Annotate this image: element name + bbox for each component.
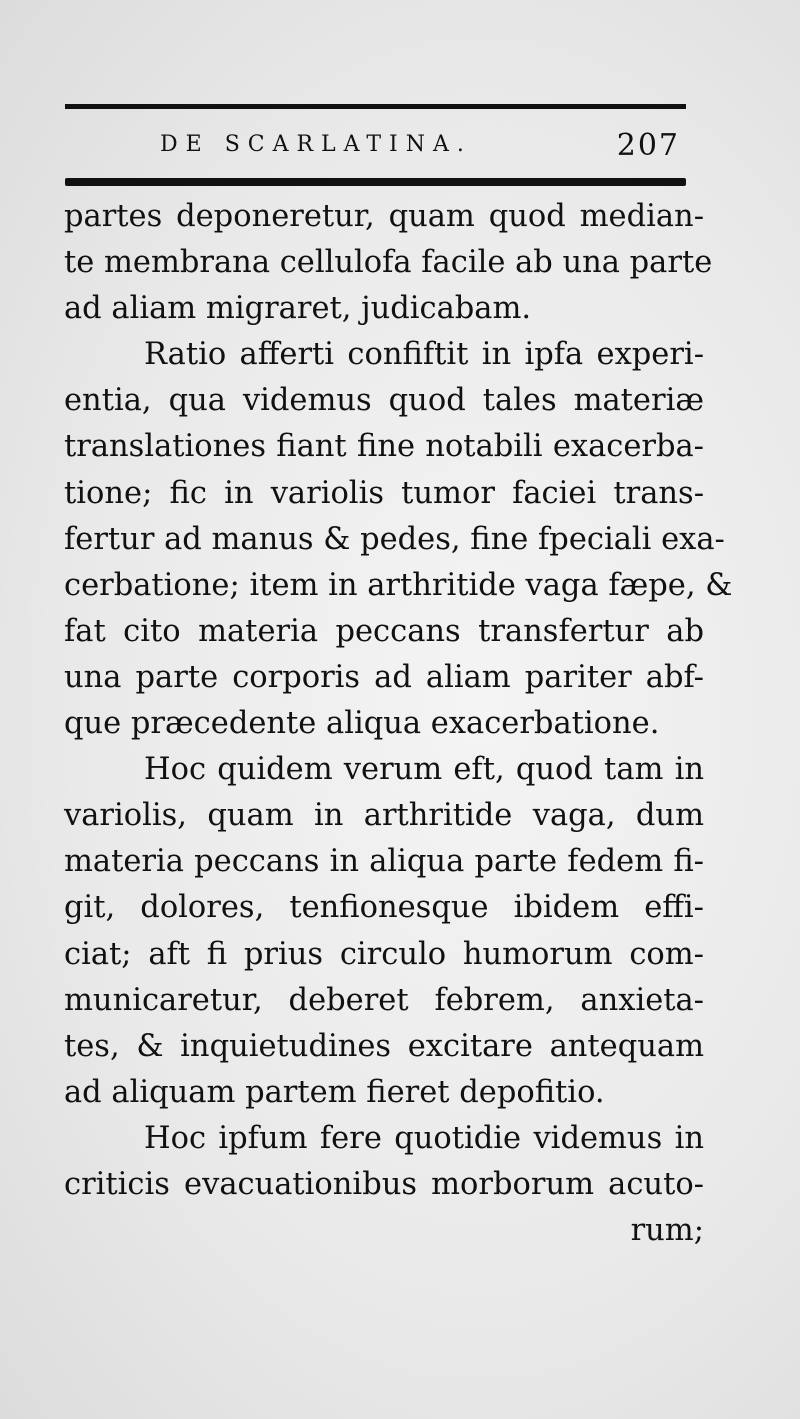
- running-header: [160, 128, 680, 168]
- text-line: partes deponeretur, quam quod median-: [64, 199, 704, 234]
- body-text: [64, 194, 733, 1254]
- header-rule-bottom: [65, 178, 686, 186]
- text-line: git, dolores, tenfionesque ibidem effi-: [64, 890, 704, 926]
- text-line: criticis evacuationibus morborum acuto-: [64, 1166, 704, 1202]
- text-line: tione; fic in variolis tumor faciei trans-: [64, 475, 704, 511]
- text-line: tes, & inquietudines excitare antequam: [64, 1028, 704, 1064]
- text-line: ad aliquam partem fieret depofitio.: [64, 1074, 605, 1110]
- text-line: fertur ad manus & pedes, fine fpeciali exa-: [64, 521, 725, 557]
- text-line: una parte corporis ad aliam pariter abf-: [64, 659, 704, 695]
- text-line: ad aliam migraret, judicabam.: [64, 291, 532, 327]
- catchword: rum;: [630, 1213, 704, 1249]
- text-line: variolis, quam in arthritide vaga, dum: [64, 798, 704, 834]
- text-line: te membrana cellulofa facile ab una parte: [64, 245, 713, 281]
- running-title: DE SCARLATINA.: [160, 132, 472, 157]
- text-line: Hoc quidem verum eft, quod tam in: [144, 752, 704, 788]
- text-line: translationes fiant fine notabili exacerba-: [64, 429, 704, 465]
- header-rule-top: [65, 104, 686, 109]
- page-number: 207: [616, 128, 680, 163]
- text-line: Ratio afferti confiftit in ipfa experi-: [144, 337, 704, 373]
- text-line: fat cito materia peccans transfertur ab: [64, 613, 704, 649]
- text-line: municaretur, deberet febrem, anxieta-: [64, 982, 704, 1018]
- text-line: Hoc ipfum fere quotidie videmus in: [144, 1120, 704, 1156]
- text-line: materia peccans in aliqua parte fedem fi-: [64, 844, 704, 880]
- text-line: que præcedente aliqua exacerbatione.: [64, 706, 660, 742]
- text-line: cerbatione; item in arthritide vaga fæpe, &: [64, 567, 733, 603]
- text-line: entia, qua videmus quod tales materiæ: [64, 383, 704, 419]
- text-line: ciat; aft fi prius circulo humorum com-: [64, 936, 704, 972]
